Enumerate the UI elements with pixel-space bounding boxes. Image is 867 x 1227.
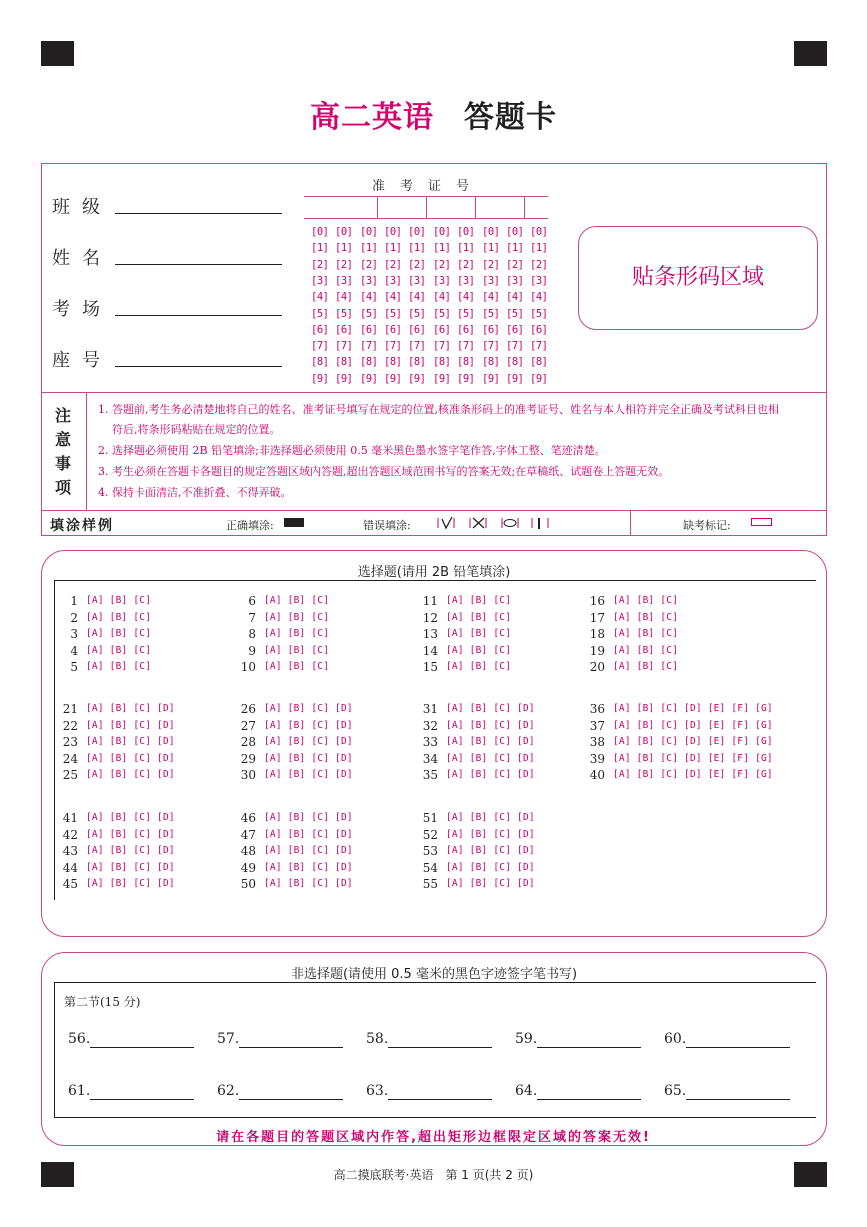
field-label: 考场 <box>52 299 112 320</box>
question-options[interactable]: [A] [B] [C] <box>613 611 679 623</box>
id-bubble[interactable]: [8] <box>335 356 353 369</box>
page-title <box>0 92 867 136</box>
id-bubble[interactable]: [2] <box>384 258 402 271</box>
question-number: 14 <box>422 643 438 658</box>
id-bubble[interactable]: [6] <box>408 323 426 336</box>
id-bubble[interactable]: [6] <box>311 323 329 336</box>
id-bubble[interactable]: [4] <box>506 291 524 304</box>
question-number: 27 <box>240 718 256 733</box>
question-number: 30 <box>240 768 256 782</box>
id-bubble[interactable]: [1] <box>530 242 548 255</box>
id-bubble[interactable]: [4] <box>335 291 353 304</box>
field-input-line[interactable] <box>115 315 282 316</box>
id-bubble[interactable]: [8] <box>360 356 378 369</box>
question-number: 52 <box>422 827 438 842</box>
answer-line[interactable] <box>239 1047 343 1048</box>
question-options[interactable]: [A] [B] [C] [D] <box>86 719 175 731</box>
question-number: 22 <box>62 718 78 733</box>
question-number: 36 <box>589 702 605 716</box>
id-bubble[interactable]: [1] <box>335 242 353 255</box>
question-options[interactable]: [A] [B] [C] [D] <box>264 828 353 840</box>
question-options[interactable]: [A] [B] [C] [D] <box>86 752 175 764</box>
blank-label: 62. <box>217 1083 240 1099</box>
question-number: 55 <box>422 877 438 891</box>
id-bubble[interactable]: [7] <box>506 340 524 353</box>
id-bubble[interactable]: [2] <box>408 258 426 271</box>
question-options[interactable]: [A] [B] [C] [D] <box>86 812 175 823</box>
question-options[interactable]: [A] [B] [C] [D] <box>446 703 535 714</box>
question-number: 20 <box>589 660 605 674</box>
id-bubble[interactable]: [1] <box>408 242 426 255</box>
id-bubble[interactable]: [2] <box>360 258 378 271</box>
question-number: 40 <box>589 768 605 782</box>
nonchoice-title: 非选择题(请使用 0.5 毫米的黑色字迹签字笔书写) <box>290 967 578 982</box>
id-bubble[interactable]: [8] <box>482 356 500 369</box>
question-options[interactable]: [A] [B] [C] [D] <box>446 828 535 840</box>
choice-title: 选择题(请用 2B 铅笔填涂) <box>357 565 511 580</box>
id-bubble[interactable]: [5] <box>384 307 402 320</box>
question-options[interactable]: [A] [B] [C] <box>86 661 152 672</box>
question-number: 49 <box>240 860 256 875</box>
answer-line[interactable] <box>239 1099 343 1100</box>
question-number: 19 <box>589 643 605 658</box>
id-bubble[interactable]: [7] <box>311 340 329 353</box>
id-bubble[interactable]: [1] <box>457 242 475 255</box>
answer-line[interactable] <box>388 1099 492 1100</box>
absent-mark-box[interactable] <box>751 518 772 526</box>
id-bubble[interactable]: [0] <box>457 226 475 238</box>
id-bubble[interactable]: [4] <box>360 291 378 304</box>
id-bubble[interactable]: [9] <box>530 372 548 385</box>
question-options[interactable]: [A] [B] [C] <box>446 628 512 639</box>
question-number: 7 <box>248 610 256 625</box>
question-options[interactable]: [A] [B] [C] <box>613 644 679 656</box>
question-options[interactable]: [A] [B] [C] [D] <box>264 769 353 780</box>
id-bubble[interactable]: [2] <box>530 258 548 271</box>
question-options[interactable]: [A] [B] [C] [D] <box>264 861 353 873</box>
id-bubble[interactable]: [0] <box>360 226 378 238</box>
id-bubble[interactable]: [5] <box>335 307 353 320</box>
id-bubble[interactable]: [9] <box>482 372 500 385</box>
id-bubble[interactable]: [2] <box>311 258 329 271</box>
id-bubble[interactable]: [0] <box>408 226 426 238</box>
id-bubble[interactable]: [9] <box>384 372 402 385</box>
question-number: 10 <box>240 660 256 674</box>
question-options[interactable]: [A] [B] [C] [D] <box>86 878 175 889</box>
question-number: 18 <box>589 627 605 641</box>
id-bubble[interactable]: [7] <box>408 340 426 353</box>
id-bubble[interactable]: [5] <box>433 307 451 320</box>
id-bubble[interactable]: [5] <box>408 307 426 320</box>
answer-line[interactable] <box>686 1047 790 1048</box>
question-number: 47 <box>240 827 256 842</box>
absent-divider <box>630 510 631 536</box>
question-options[interactable]: [A] [B] [C] <box>264 644 330 656</box>
id-bubble[interactable]: [8] <box>457 356 475 369</box>
id-bubble[interactable]: [6] <box>433 323 451 336</box>
id-bubble[interactable]: [7] <box>457 340 475 353</box>
answer-line[interactable] <box>90 1099 194 1100</box>
answer-line[interactable] <box>90 1047 194 1048</box>
id-bubble[interactable]: [4] <box>408 291 426 304</box>
question-number: 12 <box>422 610 438 625</box>
corner-mark-top-left <box>41 41 74 66</box>
id-bubble[interactable]: [3] <box>360 274 378 287</box>
title-subject: 高二英语 <box>310 100 434 135</box>
section-two-label: 第二节(15 分) <box>64 995 141 1009</box>
blank-label: 65. <box>664 1083 687 1099</box>
question-number: 24 <box>62 751 78 766</box>
question-options[interactable]: [A] [B] [C] <box>446 661 512 672</box>
id-bubble[interactable]: [7] <box>360 340 378 353</box>
id-bubble[interactable]: [4] <box>311 291 329 304</box>
blank-label: 63. <box>366 1083 389 1099</box>
id-bubble[interactable]: [6] <box>384 323 402 336</box>
question-number: 46 <box>240 811 256 825</box>
question-options[interactable]: [A] [B] [C] <box>264 661 330 672</box>
question-options[interactable]: [A] [B] [C] <box>264 628 330 639</box>
id-bubble[interactable]: [5] <box>360 307 378 320</box>
question-number: 39 <box>589 751 605 766</box>
question-number: 54 <box>422 860 438 875</box>
question-number: 8 <box>248 627 256 641</box>
id-bubble[interactable]: [9] <box>506 372 524 385</box>
question-number: 26 <box>240 702 256 716</box>
notice-char: 意 <box>54 430 71 449</box>
id-bubble[interactable]: [5] <box>530 307 548 320</box>
question-options[interactable]: [A] [B] [C] [D] <box>86 828 175 840</box>
field-label: 座号 <box>52 350 112 371</box>
id-bubble[interactable]: [8] <box>311 356 329 369</box>
warning-note: 请在各题目的答题区域内作答,超出矩形边框限定区域的答案无效! <box>216 1130 651 1145</box>
question-options[interactable]: [A] [B] [C] <box>86 628 152 639</box>
id-bubble[interactable]: [3] <box>482 274 500 287</box>
id-bubble[interactable]: [3] <box>335 274 353 287</box>
question-options[interactable]: [A] [B] [C] [D] <box>264 703 353 714</box>
exam-id-header: 准考证号 <box>372 179 485 194</box>
blank-label: 57. <box>217 1031 240 1047</box>
id-bubble[interactable]: [3] <box>408 274 426 287</box>
question-number: 34 <box>422 751 438 766</box>
question-options[interactable]: [A] [B] [C] [D] <box>86 703 175 714</box>
id-bubble[interactable]: [3] <box>506 274 524 287</box>
correct-fill-mark <box>284 518 304 527</box>
notice-char: 事 <box>54 454 71 473</box>
id-bubble[interactable]: [3] <box>311 274 329 287</box>
question-options[interactable]: [A] [B] [C] [D] <box>446 861 535 873</box>
question-options[interactable]: [A] [B] [C] [D] <box>264 878 353 889</box>
question-number: 42 <box>62 827 78 842</box>
question-options[interactable]: [A] [B] [C] [D] <box>264 719 353 731</box>
blank-label: 59. <box>515 1031 538 1047</box>
question-options[interactable]: [A] [B] [C] [D] [E] [F] [G] <box>613 703 773 714</box>
id-bubble[interactable]: [6] <box>360 323 378 336</box>
question-options[interactable]: [A] [B] [C] [D] [E] [F] [G] <box>613 736 773 747</box>
id-bubble[interactable]: [0] <box>530 226 548 238</box>
wrong-fill-label: 错误填涂: <box>363 519 411 532</box>
id-bubble[interactable]: [0] <box>384 226 402 238</box>
id-bubble[interactable]: [9] <box>457 372 475 385</box>
id-bubble[interactable]: [0] <box>433 226 451 238</box>
sample-label: 填涂样例 <box>50 518 114 534</box>
id-bubble[interactable]: [5] <box>311 307 329 320</box>
question-number: 35 <box>422 768 438 782</box>
answer-line[interactable] <box>388 1047 492 1048</box>
id-bubble[interactable]: [5] <box>457 307 475 320</box>
id-bubble[interactable]: [9] <box>311 372 329 385</box>
question-options[interactable]: [A] [B] [C] [D] <box>264 845 353 856</box>
question-options[interactable]: [A] [B] [C] [D] <box>86 845 175 856</box>
question-options[interactable]: [A] [B] [C] [D] [E] [F] [G] <box>613 719 773 731</box>
notice-item: 符后,将条形码粘贴在规定的位置。 <box>112 423 281 436</box>
barcode-area: 贴条形码区域 <box>578 226 818 330</box>
id-bubble[interactable]: [9] <box>433 372 451 385</box>
question-number: 43 <box>62 844 78 858</box>
question-options[interactable]: [A] [B] [C] [D] <box>446 845 535 856</box>
notice-divider <box>41 510 827 511</box>
id-bubble[interactable]: [3] <box>457 274 475 287</box>
notice-item: 2. 选择题必须使用 2B 铅笔填涂;非选择题必须使用 0.5 毫米黑色墨水签字笔作答,字体工整、笔迹清楚。 <box>98 444 606 457</box>
field-label: 姓名 <box>52 248 112 269</box>
wrong-fill-marks <box>436 515 554 531</box>
question-options[interactable]: [A] [B] [C] [D] <box>264 752 353 764</box>
id-bubble[interactable]: [8] <box>506 356 524 369</box>
blank-label: 58. <box>366 1031 389 1047</box>
question-options[interactable]: [A] [B] [C] <box>446 611 512 623</box>
question-number: 21 <box>62 702 78 716</box>
question-options[interactable]: [A] [B] [C] <box>86 595 152 606</box>
id-bubble[interactable]: [4] <box>384 291 402 304</box>
id-bubble[interactable]: [9] <box>408 372 426 385</box>
id-bubble[interactable]: [6] <box>335 323 353 336</box>
question-number: 33 <box>422 735 438 749</box>
absent-mark-label: 缺考标记: <box>683 519 731 532</box>
answer-line[interactable] <box>537 1047 641 1048</box>
question-number: 45 <box>62 877 78 891</box>
id-bubble[interactable]: [5] <box>506 307 524 320</box>
id-bubble[interactable]: [0] <box>335 226 353 238</box>
question-options[interactable]: [A] [B] [C] [D] <box>264 812 353 823</box>
question-options[interactable]: [A] [B] [C] [D] [E] [F] [G] <box>613 769 773 780</box>
question-number: 31 <box>422 702 438 716</box>
question-options[interactable]: [A] [B] [C] <box>446 644 512 656</box>
id-bubble[interactable]: [3] <box>530 274 548 287</box>
question-number: 50 <box>240 877 256 891</box>
id-bubble[interactable]: [6] <box>482 323 500 336</box>
question-number: 6 <box>248 594 256 608</box>
id-bubble[interactable]: [7] <box>384 340 402 353</box>
id-bubble[interactable]: [4] <box>482 291 500 304</box>
question-options[interactable]: [A] [B] [C] [D] <box>86 861 175 873</box>
question-number: 29 <box>240 751 256 766</box>
question-number: 44 <box>62 860 78 875</box>
id-bubble[interactable]: [0] <box>506 226 524 238</box>
id-bubble[interactable]: [6] <box>457 323 475 336</box>
question-number: 17 <box>589 610 605 625</box>
info-divider <box>41 392 827 393</box>
notice-char: 注 <box>54 406 71 425</box>
notice-char: 项 <box>54 478 71 497</box>
id-bubble[interactable]: [7] <box>482 340 500 353</box>
id-bubble[interactable]: [1] <box>384 242 402 255</box>
id-bubble[interactable]: [8] <box>433 356 451 369</box>
question-options[interactable]: [A] [B] [C] [D] <box>446 752 535 764</box>
id-bubble[interactable]: [2] <box>506 258 524 271</box>
question-number: 48 <box>240 844 256 858</box>
field-input-line[interactable] <box>115 264 282 265</box>
corner-mark-top-right <box>794 41 827 66</box>
question-number: 37 <box>589 718 605 733</box>
question-number: 11 <box>422 594 438 608</box>
id-bubble[interactable]: [5] <box>482 307 500 320</box>
id-bubble[interactable]: [2] <box>433 258 451 271</box>
id-bubble[interactable]: [8] <box>384 356 402 369</box>
id-bubble[interactable]: [1] <box>311 242 329 255</box>
question-options[interactable]: [A] [B] [C] <box>86 611 152 623</box>
blank-label: 60. <box>664 1031 687 1047</box>
id-bubble[interactable]: [9] <box>360 372 378 385</box>
id-bubble[interactable]: [0] <box>482 226 500 238</box>
id-bubble[interactable]: [6] <box>506 323 524 336</box>
notice-item: 4. 保持卡面清洁,不准折叠、不得弄破。 <box>98 486 292 499</box>
question-options[interactable]: [A] [B] [C] <box>613 628 679 639</box>
question-number: 3 <box>70 627 78 641</box>
question-options[interactable]: [A] [B] [C] [D] <box>446 812 535 823</box>
question-options[interactable]: [A] [B] [C] <box>446 595 512 606</box>
id-bubble[interactable]: [1] <box>482 242 500 255</box>
question-options[interactable]: [A] [B] [C] <box>613 661 679 672</box>
question-number: 41 <box>62 811 78 825</box>
question-number: 15 <box>422 660 438 674</box>
question-options[interactable]: [A] [B] [C] [D] <box>446 719 535 731</box>
id-bubble[interactable]: [2] <box>457 258 475 271</box>
question-number: 1 <box>70 594 78 608</box>
question-number: 5 <box>70 660 78 674</box>
id-bubble[interactable]: [3] <box>433 274 451 287</box>
field-input-line[interactable] <box>115 213 282 214</box>
id-bubble[interactable]: [8] <box>408 356 426 369</box>
question-number: 38 <box>589 735 605 749</box>
question-number: 9 <box>248 643 256 658</box>
id-bubble[interactable]: [7] <box>335 340 353 353</box>
question-options[interactable]: [A] [B] [C] [D] <box>86 769 175 780</box>
question-options[interactable]: [A] [B] [C] <box>86 644 152 656</box>
question-number: 2 <box>70 610 78 625</box>
answer-line[interactable] <box>537 1099 641 1100</box>
question-options[interactable]: [A] [B] [C] [D] <box>86 736 175 747</box>
id-bubble[interactable]: [6] <box>530 323 548 336</box>
id-bubble[interactable]: [8] <box>530 356 548 369</box>
blank-label: 61. <box>68 1083 91 1099</box>
page-footer: 高二摸底联考·英语 第 1 页(共 2 页) <box>333 1168 534 1182</box>
question-options[interactable]: [A] [B] [C] [D] <box>264 736 353 747</box>
id-bubble[interactable]: [1] <box>433 242 451 255</box>
blank-label: 56. <box>68 1031 91 1047</box>
question-options[interactable]: [A] [B] [C] [D] [E] [F] [G] <box>613 752 773 764</box>
field-input-line[interactable] <box>115 366 282 367</box>
id-bubble[interactable]: [7] <box>530 340 548 353</box>
question-number: 25 <box>62 768 78 782</box>
field-label: 班级 <box>52 197 112 218</box>
id-bubble[interactable]: [3] <box>384 274 402 287</box>
question-options[interactable]: [A] [B] [C] [D] <box>446 736 535 747</box>
notice-item: 1. 答题前,考生务必清楚地将自己的姓名、准考证号填写在规定的位置,核准条形码上的准考证号、姓名与本人相符并完全正确及考试科目也相 <box>98 403 779 416</box>
id-bubble[interactable]: [4] <box>433 291 451 304</box>
id-bubble[interactable]: [2] <box>482 258 500 271</box>
question-options[interactable]: [A] [B] [C] <box>613 595 679 606</box>
question-options[interactable]: [A] [B] [C] [D] <box>446 769 535 780</box>
notice-item: 3. 考生必须在答题卡各题目的规定答题区域内答题,超出答题区域范围书写的答案无效;在草稿纸、试题卷上答题无效。 <box>98 465 670 478</box>
question-number: 4 <box>70 643 78 658</box>
question-number: 53 <box>422 844 438 858</box>
question-number: 16 <box>589 594 605 608</box>
question-number: 51 <box>422 811 438 825</box>
question-number: 13 <box>422 627 438 641</box>
correct-fill-label: 正确填涂: <box>226 519 274 532</box>
question-options[interactable]: [A] [B] [C] <box>264 595 330 606</box>
question-options[interactable]: [A] [B] [C] <box>264 611 330 623</box>
question-options[interactable]: [A] [B] [C] [D] <box>446 878 535 889</box>
id-bubble[interactable]: [1] <box>506 242 524 255</box>
id-bubble[interactable]: [2] <box>335 258 353 271</box>
id-bubble[interactable]: [4] <box>457 291 475 304</box>
id-bubble[interactable]: [7] <box>433 340 451 353</box>
id-bubble[interactable]: [1] <box>360 242 378 255</box>
id-bubble[interactable]: [4] <box>530 291 548 304</box>
question-number: 28 <box>240 735 256 749</box>
title-card: 答题卡 <box>464 100 557 135</box>
blank-label: 64. <box>515 1083 538 1099</box>
answer-line[interactable] <box>686 1099 790 1100</box>
id-bubble[interactable]: [0] <box>311 226 329 238</box>
question-number: 32 <box>422 718 438 733</box>
question-number: 23 <box>62 735 78 749</box>
id-bubble[interactable]: [9] <box>335 372 353 385</box>
